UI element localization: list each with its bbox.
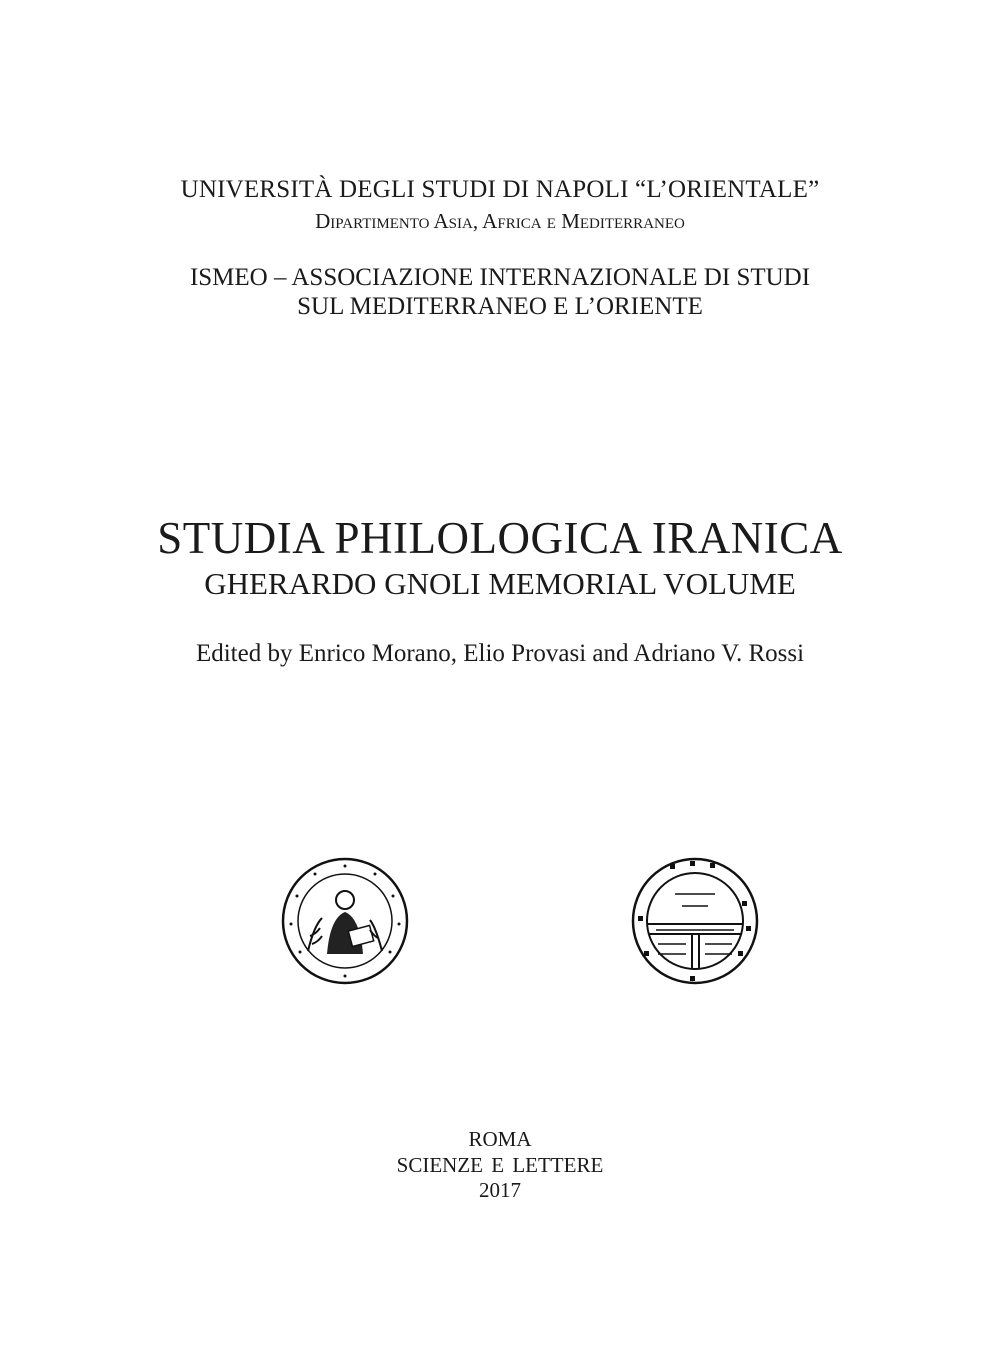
sigillum-seal-icon bbox=[280, 856, 410, 986]
t-o-map-seal-icon bbox=[630, 856, 760, 986]
book-subtitle: GHERARDO GNOLI MEMORIAL VOLUME bbox=[204, 566, 796, 601]
editors-line: Edited by Enrico Morano, Elio Provasi and Adriano V. Rossi bbox=[195, 640, 805, 667]
imprint-year: 2017 bbox=[479, 1178, 521, 1202]
ismeo-line-2: SUL MEDITERRANEO E L’ORIENTE bbox=[297, 293, 703, 320]
university-name: UNIVERSITÀ DEGLI STUDI DI NAPOLI “L’ORIENTALE” bbox=[180, 176, 820, 203]
imprint-city: ROMA bbox=[468, 1127, 532, 1151]
book-title: STUDIA PHILOLOGICA IRANICA bbox=[157, 513, 843, 563]
department-name: Dipartimento Asia, Africa e Mediterraneo bbox=[315, 209, 685, 233]
imprint-publisher: SCIENZE E LETTERE bbox=[396, 1153, 604, 1177]
ismeo-line-1: ISMEO – ASSOCIAZIONE INTERNAZIONALE DI STUDI bbox=[189, 264, 811, 291]
